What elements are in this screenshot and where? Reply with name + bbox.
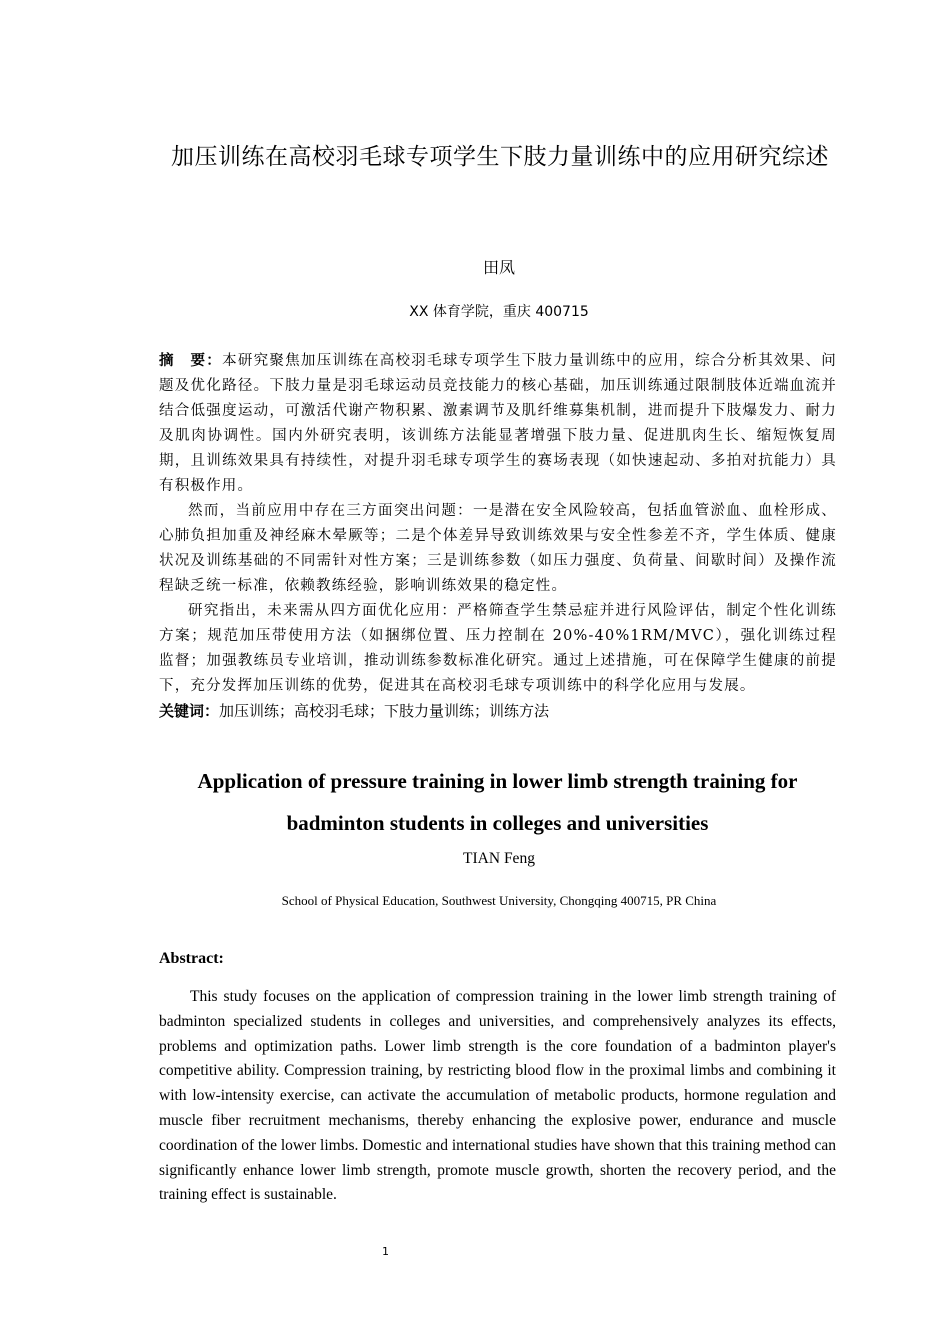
english-abstract-label: Abstract: — [159, 950, 224, 967]
abstract-paragraph-1 — [159, 348, 837, 499]
keywords-line — [159, 699, 837, 724]
abstract-paragraph-2: 然而，当前应用中存在三方面突出问题：一是潜在安全风险较高，包括血管淤血、血栓形成、心肺负担加重及神经麻木晕厥等；二是个体差异导致训练效果与安全性参差不齐，学生体质、健康状况及训练基础的不同需针对性方案；三是训练参数（如压力强度、负荷量、间歇时间）及操作流程缺乏统一标准，依赖教练经验，影响训练效果的稳定性。 — [159, 503, 837, 594]
english-abstract-paragraph: This study focuses on the application of compression training in the lower limb strength training of badminton specialized students in colleges and universities, and comprehensively analyzes its effects, problems and optimization paths. Lower limb strength is the core foundation of a badminton player's competitive ability. Compression training, by restricting blood flow in the proximal limbs and combining it with low-intensity exercise, can activate the accumulation of metabolic products, hormone regulation and muscle fiber recruitment mechanisms, thereby enhancing the explosive power, endurance and muscle coordination of the lower limbs. Domestic and international studies have shown that this training method can significantly enhance lower limb strength, promote muscle growth, shorten the recovery period, and the training effect is sustainable. — [159, 988, 836, 1204]
abstract-text: 本研究聚焦加压训练在高校羽毛球专项学生下肢力量训练中的应用，综合分析其效果、问题及优化路径。下肢力量是羽毛球运动员竞技能力的核心基础，加压训练通过限制肢体近端血流并结合低强度运动，可激活代谢产物积累、激素调节及肌纤维募集机制，进而提升下肢爆发力、耐力及肌肉协调性。国内外研究表明，该训练方法能显著增强下肢力量、促进肌肉生长、缩短恢复周期，且训练效果具有持续性，对提升羽毛球专项学生的赛场表现（如快速起动、多拍对抗能力）具有积极作用。 — [159, 353, 837, 494]
chinese-author: 田凤 — [482, 258, 515, 277]
abstract-label: 摘 要： — [159, 352, 223, 369]
chinese-title: 加压训练在高校羽毛球专项学生下肢力量训练中的应用研究综述 — [171, 144, 829, 170]
english-title-line-1: Application of pressure training in lower limb strength training for — [197, 769, 798, 793]
chinese-abstract — [159, 348, 837, 724]
english-affiliation: School of Physical Education, Southwest University, Chongqing 400715, PR China — [281, 893, 717, 908]
english-abstract — [159, 985, 836, 1208]
english-title-line-2: badminton students in colleges and universities — [286, 811, 709, 835]
page-number: 1 — [382, 1245, 389, 1258]
english-title — [150, 760, 845, 844]
keywords-text: 加压训练；高校羽毛球；下肢力量训练；训练方法 — [219, 702, 550, 720]
abstract-paragraph-3: 研究指出，未来需从四方面优化应用：严格筛查学生禁忌症并进行风险评估，制定个性化训练方案；规范加压带使用方法（如捆绑位置、压力控制在 20%-40%1RM/MVC），强化训练过程监督；加强教练员专业培训，推动训练参数标准化研究。通过上述措施，可在保障学生健康的前提下，充分发挥加压训练的优势，促进其在高校羽毛球专项训练中的科学化应用与发展。 — [159, 603, 837, 694]
keywords-label: 关键词： — [159, 702, 220, 720]
chinese-affiliation: XX 体育学院，重庆 400715 — [409, 304, 589, 320]
english-author: TIAN Feng — [463, 850, 535, 867]
